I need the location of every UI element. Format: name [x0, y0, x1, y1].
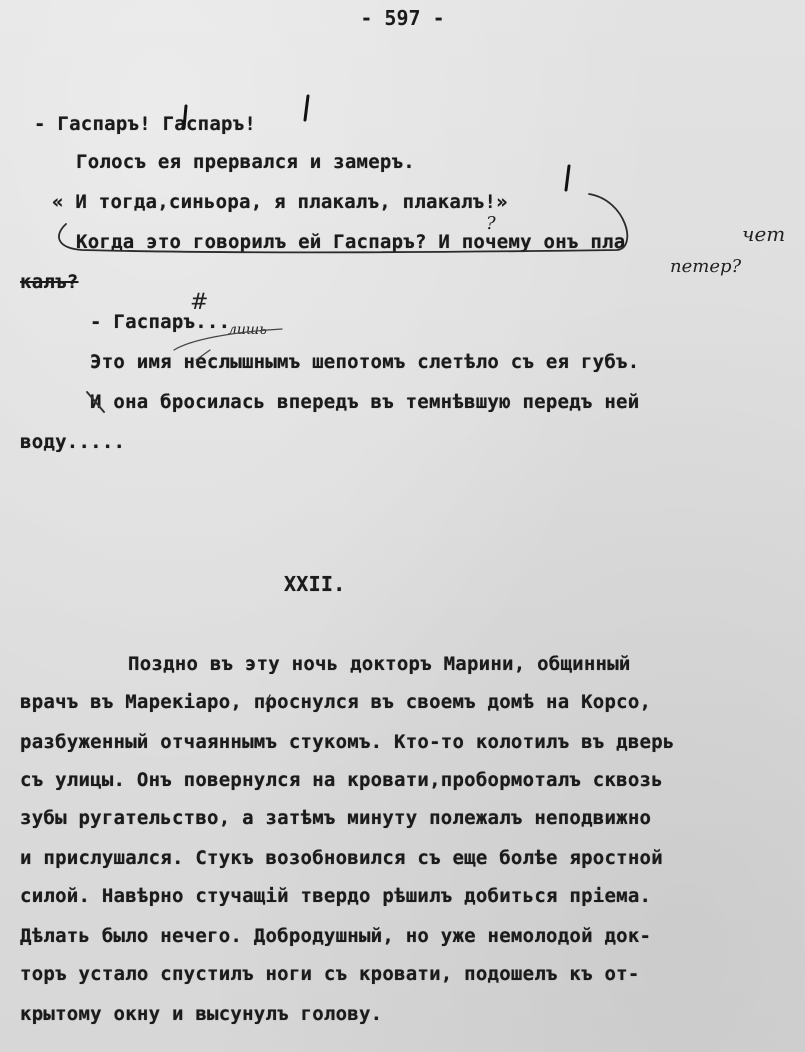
annotation-question: ? [486, 213, 496, 234]
page-number: - 597 - [360, 6, 445, 30]
annotation-margin-note: петер? [670, 256, 742, 277]
line-7: Это имя неслышнымъ шепотомъ слетѣло съ ея губъ. [90, 351, 640, 373]
line-5: калъ? [20, 271, 79, 293]
line-9: воду..... [20, 431, 126, 453]
line-13: съ улицы. Онъ повернулся на кровати,пробормоталъ сквозь [20, 769, 663, 791]
exclamation-mark-3 [566, 166, 569, 190]
line-19: крытому окну и высунулъ голову. [20, 1003, 383, 1025]
line-6: - Гаспаръ... [90, 311, 231, 333]
exclamation-mark-2 [305, 96, 308, 120]
line-8: И она бросилась впередъ въ темнѣвшую передъ ней [90, 391, 640, 413]
chapter-heading: XXII. [284, 572, 346, 596]
line-12: разбуженный отчаяннымъ стукомъ. Кто-то колотилъ въ дверь [20, 731, 675, 753]
line-10: Поздно въ эту ночь докторъ Марини, общинный [128, 653, 631, 675]
annotation-hash: # [190, 290, 209, 315]
line-17: Дѣлать было нечего. Добродушный, но уже немолодой док- [20, 925, 652, 947]
line-14: зубы ругательство, а затѣмъ минуту полежалъ неподвижно [20, 807, 652, 829]
line-2: Голосъ ея прервался и замеръ. [76, 151, 415, 173]
line-4: Когда это говорилъ ей Гаспаръ? И почему онъ пла [76, 231, 626, 253]
line-3: « И тогда,синьора, я плакалъ, плакалъ!» [52, 191, 508, 213]
annotation-above: лишь [228, 322, 267, 338]
line-11: врачъ въ Марекіаро, проснулся въ своемъ домѣ на Корсо, [20, 691, 652, 713]
line-15: и прислушался. Стукъ возобновился съ еще болѣе яростной [20, 847, 663, 869]
annotation-margin-suffix: чет [742, 222, 786, 246]
line-16: силой. Навѣрно стучащій твердо рѣшилъ добиться пріема. [20, 885, 652, 907]
line-18: торъ устало спустилъ ноги съ кровати, подошелъ къ от- [20, 963, 640, 985]
line-1: - Гаспаръ! Гаспаръ! [34, 113, 257, 135]
